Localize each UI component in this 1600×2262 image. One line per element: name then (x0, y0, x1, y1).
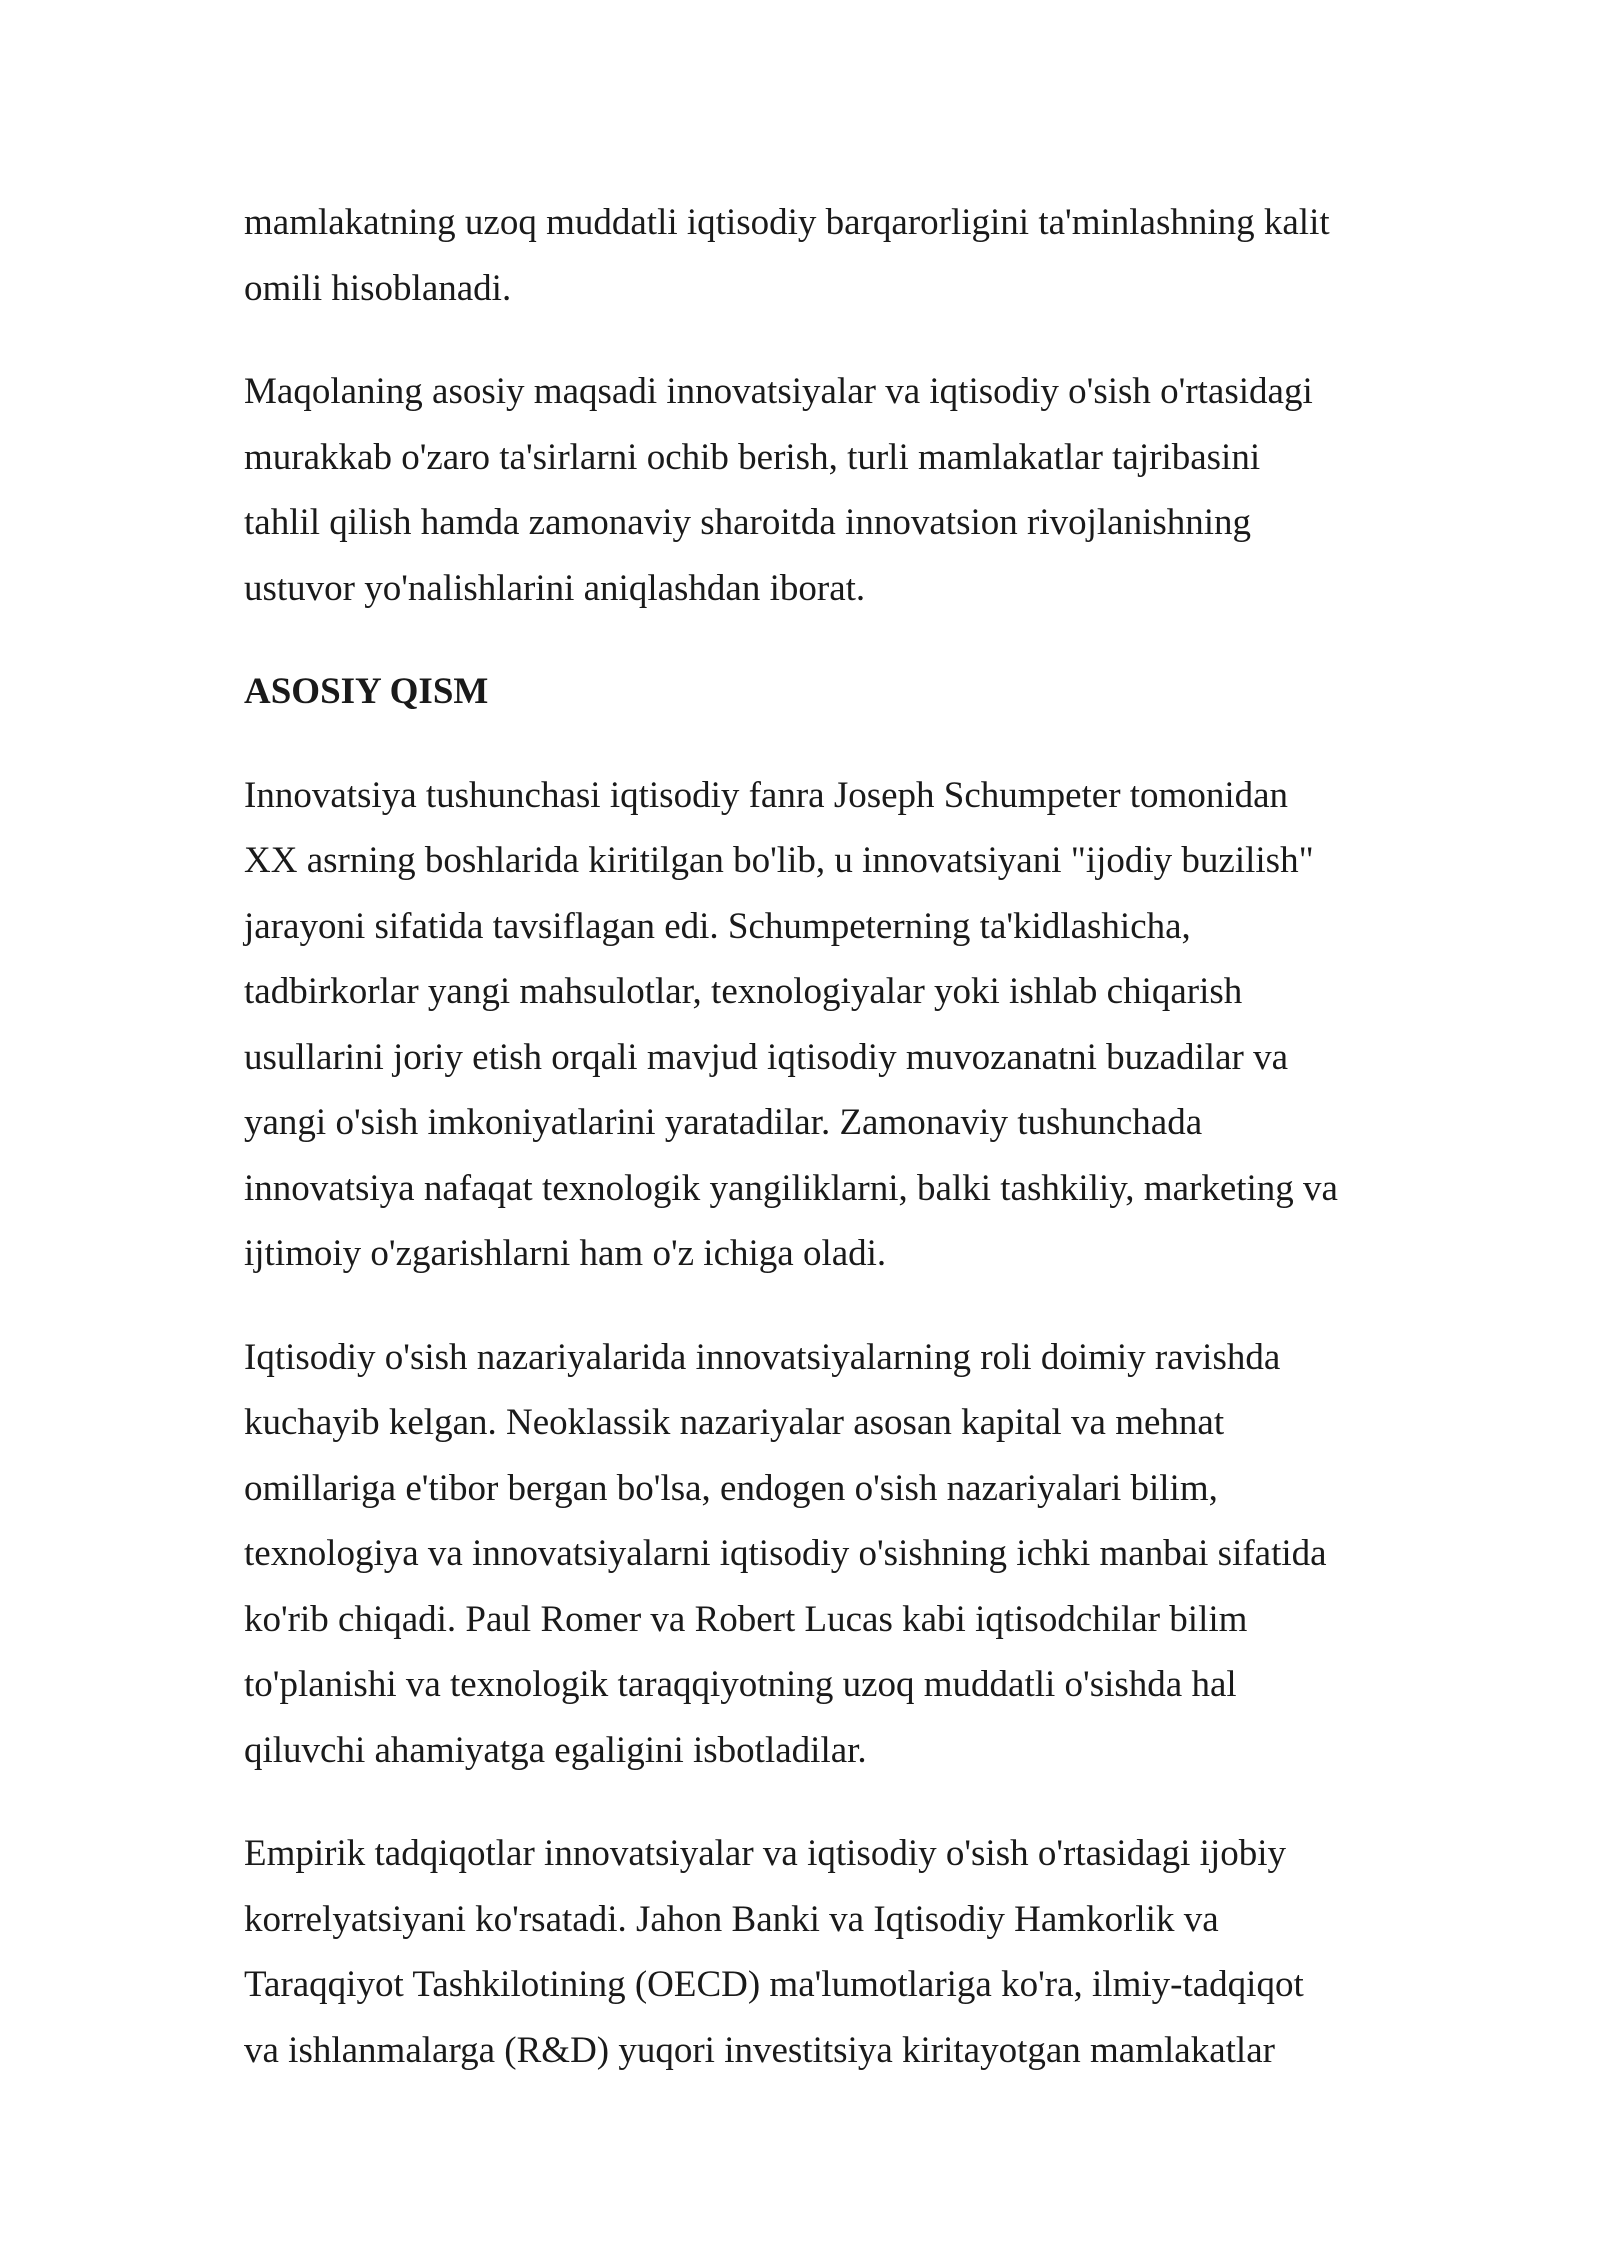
text-line: omili hisoblanadi. (244, 267, 512, 309)
text-line: to'planishi va texnologik taraqqiyotning uzoq muddatli o'sishda hal (244, 1664, 1237, 1705)
text-line: ijtimoiy o'zgarishlarni ham o'z ichiga oladi. (244, 1233, 887, 1274)
paragraph-growth-theories (244, 1325, 1384, 1784)
text-line: Innovatsiya tushunchasi iqtisodiy fanra Joseph Schumpeter tomonidan (244, 774, 1289, 816)
text-line: ustuvor yo'nalishlarini aniqlashdan iborat. (244, 567, 866, 609)
text-line: mamlakatning uzoq muddatli iqtisodiy barqarorligini ta'minlashning kalit (244, 202, 1330, 243)
text-line: Empirik tadqiqotlar innovatsiyalar va iqtisodiy o'sish o'rtasidagi ijobiy (244, 1833, 1286, 1874)
text-line: tahlil qilish hamda zamonaviy sharoitda innovatsion rivojlanishning (244, 502, 1252, 543)
text-line: usullarini joriy etish orqali mavjud iqtisodiy muvozanatni buzadilar va (244, 1036, 1289, 1078)
text-line: texnologiya va innovatsiyalarni iqtisodiy o'sishning ichki manbai sifatida (244, 1533, 1327, 1574)
paragraph-empirical (244, 1821, 1384, 2083)
text-line: Taraqqiyot Tashkilotining (OECD) ma'lumotlariga ko'ra, ilmiy-tadqiqot (244, 1964, 1304, 2005)
text-line: innovatsiya nafaqat texnologik yangiliklarni, balki tashkiliy, marketing va (244, 1167, 1338, 1209)
text-line: ko'rib chiqadi. Paul Romer va Robert Lucas kabi iqtisodchilar bilim (244, 1598, 1248, 1640)
text-line: va ishlanmalarga (R&D) yuqori investitsiya kiritayotgan mamlakatlar (244, 2029, 1275, 2071)
paragraph-intro-continuation (244, 190, 1384, 321)
text-line: Maqolaning asosiy maqsadi innovatsiyalar va iqtisodiy o'sish o'rtasidagi (244, 371, 1313, 412)
section-heading (244, 659, 1384, 725)
text-line: XX asrning boshlarida kiritilgan bo'lib, u innovatsiyani "ijodiy buzilish" (244, 840, 1314, 881)
text-line: korrelyatsiyani ko'rsatadi. Jahon Banki va Iqtisodiy Hamkorlik va (244, 1898, 1219, 1940)
text-line: tadbirkorlar yangi mahsulotlar, texnologiyalar yoki ishlab chiqarish (244, 971, 1243, 1012)
text-line: qiluvchi ahamiyatga egaligini isbotladilar. (244, 1729, 867, 1771)
text-line: murakkab o'zaro ta'sirlarni ochib berish, turli mamlakatlar tajribasini (244, 436, 1261, 478)
text-line: omillariga e'tibor bergan bo'lsa, endogen o'sish nazariyalari bilim, (244, 1467, 1218, 1509)
paragraph-schumpeter (244, 763, 1384, 1287)
heading-text: ASOSIY QISM (244, 671, 489, 712)
text-line: kuchayib kelgan. Neoklassik nazariyalar asosan kapital va mehnat (244, 1402, 1225, 1443)
text-line: yangi o'sish imkoniyatlarini yaratadilar. Zamonaviy tushunchada (244, 1102, 1203, 1143)
text-line: Iqtisodiy o'sish nazariyalarida innovatsiyalarning roli doimiy ravishda (244, 1336, 1281, 1378)
paragraph-purpose (244, 359, 1384, 621)
document-body (244, 190, 1384, 2121)
text-line: jarayoni sifatida tavsiflagan edi. Schumpeterning ta'kidlashicha, (244, 905, 1191, 947)
